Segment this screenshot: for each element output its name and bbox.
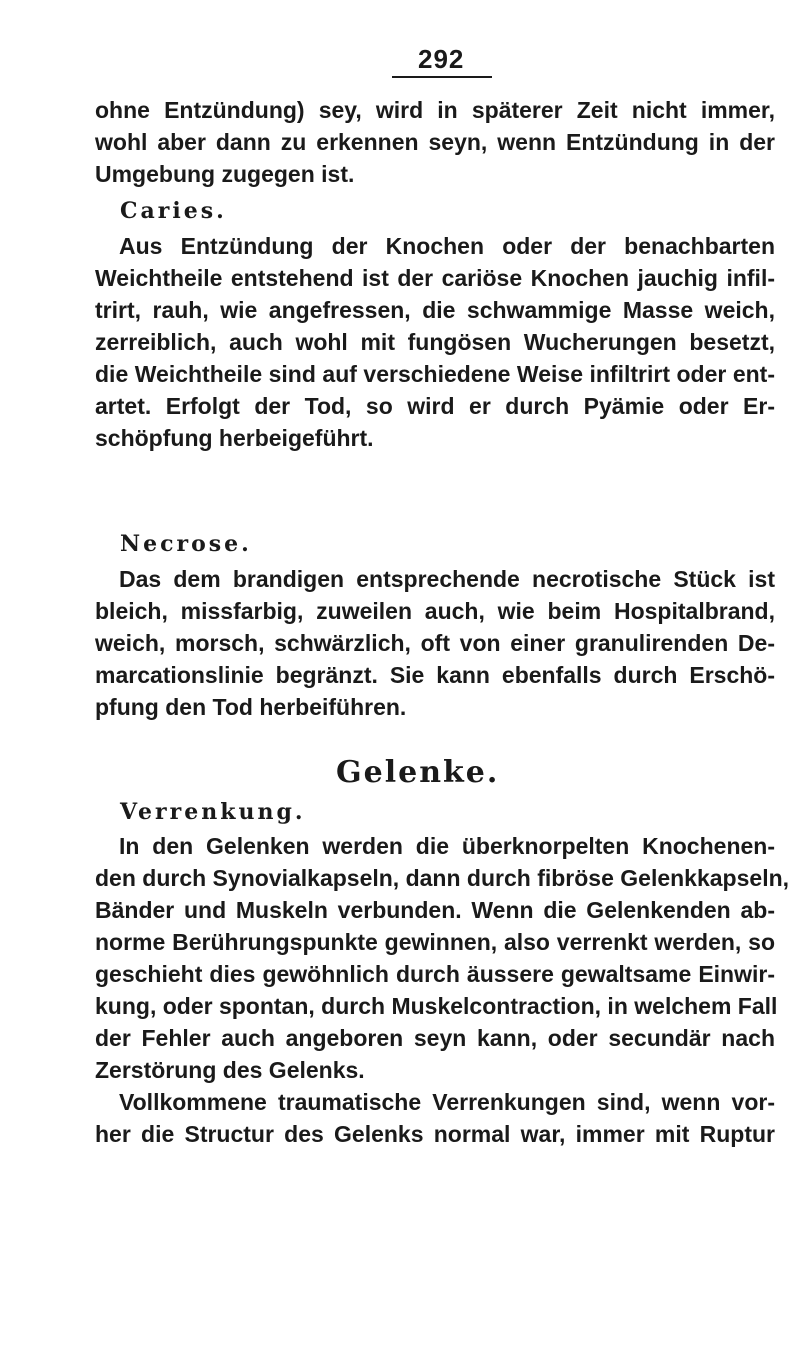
text-line: weich, morsch, schwärzlich, oft von einer granulirenden De- <box>95 630 775 656</box>
text-line: Aus Entzündung der Knochen oder der benachbarten <box>119 233 775 259</box>
text-line: her die Structur des Gelenks normal war, immer mit Ruptur <box>95 1121 775 1147</box>
text-line: marcationslinie begränzt. Sie kann ebenfalls durch Erschö- <box>95 662 775 688</box>
text-line: Weichtheile entstehend ist der cariöse Knochen jauchig infil- <box>95 265 775 291</box>
text-line: kung, oder spontan, durch Muskelcontraction, in welchem Fall <box>95 993 778 1019</box>
intro-paragraph <box>95 94 775 190</box>
caries-paragraph <box>95 230 775 454</box>
text-line: In den Gelenken werden die überknorpelten Knochenen- <box>119 833 775 859</box>
text-line: schöpfung herbeigeführt. <box>95 425 374 451</box>
page-number: 292 <box>418 44 465 74</box>
verrenkung-paragraph-1 <box>95 830 790 1086</box>
text-line: der Fehler auch angeboren seyn kann, oder secundär nach <box>95 1025 775 1051</box>
chapter-heading-gelenke: Gelenke. <box>336 755 500 790</box>
text-line: wohl aber dann zu erkennen seyn, wenn Entzündung in der <box>95 129 775 155</box>
text-line: pfung den Tod herbeiführen. <box>95 694 407 720</box>
section-heading-verrenkung: Verrenkung. <box>120 799 306 825</box>
text-line: Bänder und Muskeln verbunden. Wenn die Gelenkenden ab- <box>95 897 775 923</box>
text-line: norme Berührungspunkte gewinnen, also verrenkt werden, so <box>95 929 775 955</box>
section-heading-caries: Caries. <box>120 198 227 224</box>
text-line: bleich, missfarbig, zuweilen auch, wie beim Hospitalbrand, <box>95 598 775 624</box>
verrenkung-paragraph-2 <box>95 1086 775 1150</box>
text-line: trirt, rauh, wie angefressen, die schwammige Masse weich, <box>95 297 775 323</box>
header-rule <box>392 76 492 78</box>
text-line: die Weichtheile sind auf verschiedene Weise infiltrirt oder ent- <box>95 361 775 387</box>
text-line: ohne Entzündung) sey, wird in späterer Zeit nicht immer, <box>95 97 775 123</box>
text-line: Zerstörung des Gelenks. <box>95 1057 365 1083</box>
text-line: geschieht dies gewöhnlich durch äussere gewaltsame Einwir- <box>95 961 775 987</box>
section-heading-necrose: Necrose. <box>120 531 252 557</box>
text-line: artet. Erfolgt der Tod, so wird er durch Pyämie oder Er- <box>95 393 775 419</box>
text-line: zerreiblich, auch wohl mit fungösen Wucherungen besetzt, <box>95 329 775 355</box>
necrose-paragraph <box>95 563 775 723</box>
text-line: Vollkommene traumatische Verrenkungen sind, wenn vor- <box>119 1089 775 1115</box>
text-line: den durch Synovialkapseln, dann durch fibröse Gelenkkapseln, <box>95 865 790 891</box>
text-line: Umgebung zugegen ist. <box>95 161 355 187</box>
text-line: Das dem brandigen entsprechende necrotische Stück ist <box>119 566 775 592</box>
